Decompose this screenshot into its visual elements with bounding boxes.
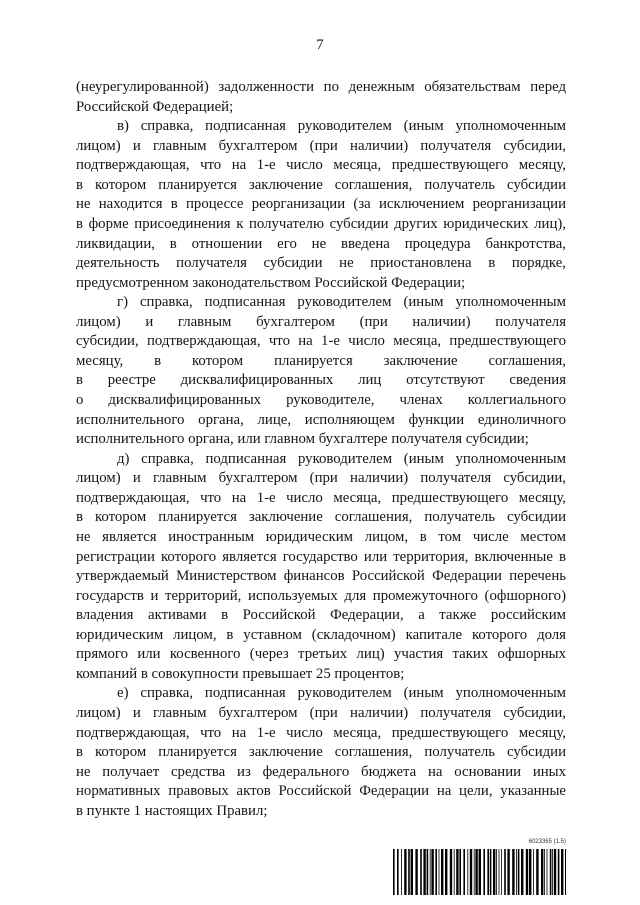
- text-line: подтверждающая, что на 1-е число месяца, предшествующего месяцу,: [76, 724, 566, 741]
- barcode: [393, 849, 566, 895]
- text-line: в реестре дисквалифицированных лиц отсутствуют сведения: [76, 372, 566, 389]
- text-line: субсидии, подтверждающая, что на 1-е число месяца, предшествующего: [76, 333, 566, 350]
- text-line: е) справка, подписанная руководителем (иным уполномоченным: [117, 685, 566, 702]
- text-line: Российской Федерацией;: [76, 98, 234, 115]
- text-line: подтверждающая, что на 1-е число месяца, предшествующего месяцу,: [76, 489, 566, 506]
- document-body: [76, 78, 566, 821]
- text-line: (неурегулированной) задолженности по денежным обязательствам перед: [76, 79, 566, 95]
- text-line: компаний в совокупности превышает 25 процентов;: [76, 665, 405, 682]
- text-line: предусмотренном законодательством Российской Федерации;: [76, 274, 466, 291]
- text-line: лицом) и главным бухгалтером (при наличии) получателя субсидии,: [76, 137, 566, 154]
- paragraph-item-g: [76, 293, 566, 450]
- text-line: г) справка, подписанная руководителем (иным уполномоченным: [117, 294, 566, 311]
- page-number: 7: [316, 37, 324, 53]
- text-line: регистрации которого является государство или территория, включенные в: [76, 548, 566, 565]
- text-line: исполнительного органа, лице, исполняющем функции единоличного: [76, 411, 566, 428]
- text-line: д) справка, подписанная руководителем (иным уполномоченным: [117, 450, 566, 467]
- text-line: деятельность получателя субсидии не приостановлена в порядке,: [76, 255, 566, 272]
- text-line: в котором планируется заключение соглашения, получатель субсидии: [76, 509, 566, 526]
- text-line: нормативных правовых актов Российской Федерации на цели, указанные: [76, 783, 566, 800]
- text-line: юридическим лицом, в уставном (складочном) капитале которого доля: [76, 626, 566, 643]
- text-line: в пункте 1 настоящих Правил;: [76, 802, 268, 819]
- text-line: ликвидации, в отношении его не введена процедура банкротства,: [76, 235, 566, 252]
- text-line: месяцу, в котором планируется заключение соглашения,: [76, 352, 566, 369]
- text-line: прямого или косвенного (через третьих лиц) участия таких офшорных: [76, 646, 566, 663]
- paragraph-continuation: [76, 78, 566, 117]
- text-line: государств и территорий, используемых для промежуточного (офшорного): [76, 587, 566, 604]
- text-line: не находится в процессе реорганизации (за исключением реорганизации: [76, 196, 566, 213]
- text-line: утверждаемый Министерством финансов Российской Федерации перечень: [76, 568, 566, 585]
- text-line: подтверждающая, что на 1-е число месяца, предшествующего месяцу,: [76, 157, 566, 174]
- text-line: не получает средства из федерального бюджета на основании иных: [76, 763, 566, 780]
- text-line: в котором планируется заключение соглашения, получатель субсидии: [76, 176, 566, 193]
- text-line: не является иностранным юридическим лицом, в том числе местом: [76, 528, 566, 545]
- paragraph-item-v: [76, 117, 566, 293]
- text-line: владения активами в Российской Федерации, а также российским: [76, 607, 566, 624]
- text-line: в форме присоединения к получателю субсидии других юридических лиц),: [76, 215, 566, 232]
- text-line: о дисквалифицированных руководителе, членах коллегиального: [76, 392, 566, 408]
- text-line: лицом) и главным бухгалтером (при наличии) получателя субсидии,: [76, 705, 566, 721]
- paragraph-item-d: [76, 450, 566, 685]
- text-line: исполнительного органа, или главном бухгалтере получателя субсидии;: [76, 431, 529, 448]
- text-line: в) справка, подписанная руководителем (иным уполномоченным: [117, 118, 566, 135]
- text-line: лицом) и главным бухгалтером (при наличии) получателя субсидии,: [76, 470, 566, 487]
- text-line: в котором планируется заключение соглашения, получатель субсидии: [76, 744, 566, 761]
- document-code: 6023365 (1.5): [528, 839, 566, 845]
- paragraph-item-e: [76, 684, 566, 821]
- text-line: лицом) и главным бухгалтером (при наличии) получателя: [76, 313, 566, 330]
